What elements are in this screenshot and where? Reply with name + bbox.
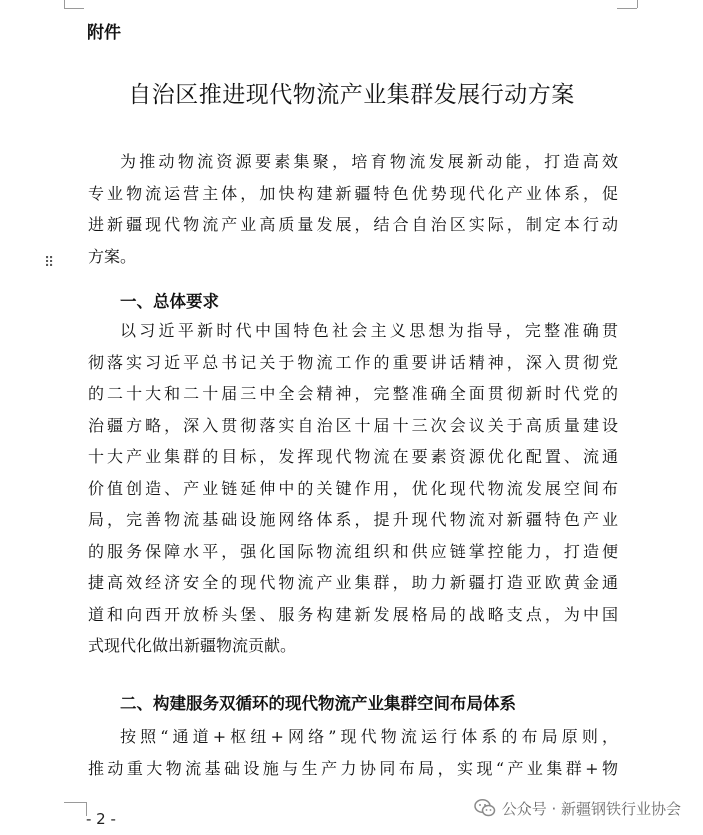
text-line: 推动重大物流基础设施与生产力协同布局，实现“产业集群+物 bbox=[88, 758, 618, 778]
drag-handle-icon[interactable]: ⠿ bbox=[44, 255, 53, 271]
section-heading-1: 一、总体要求 bbox=[120, 292, 219, 311]
text-line: 的二十大和二十届三中全会精神，完整准确全面贯彻新时代党的 bbox=[88, 384, 618, 403]
document-title: 自治区推进现代物流产业集群发展行动方案 bbox=[128, 82, 575, 108]
text-line: 进新疆现代物流产业高质量发展，结合自治区实际，制定本行动 bbox=[88, 215, 618, 234]
section2-paragraph bbox=[88, 721, 618, 784]
crop-mark-bottom-left-h bbox=[64, 802, 86, 803]
crop-mark-top-right-v bbox=[637, 0, 638, 8]
text-line: 的服务保障水平，强化国际物流组织和供应链掌控能力，打造便 bbox=[88, 541, 618, 561]
text-line: 治疆方略，深入贯彻落实自治区十届十三次会议关于高质量建设 bbox=[88, 415, 618, 435]
text-line: 价值创造、产业链延伸中的关键作用，优化现代物流发展空间布 bbox=[88, 478, 618, 498]
page-number: - 2 - bbox=[86, 810, 116, 828]
text-line: 方案。 bbox=[88, 246, 137, 266]
section-heading-2: 二、构建服务双循环的现代物流产业集群空间布局体系 bbox=[120, 694, 516, 713]
text-line: 彻落实习近平总书记关于物流工作的重要讲话精神，深入贯彻党 bbox=[88, 352, 618, 372]
watermark-text: 公众号 · 新疆钢铁行业协会 bbox=[501, 799, 681, 818]
text-line: 专业物流运营主体，加快构建新疆特色优势现代化产业体系，促 bbox=[88, 183, 618, 203]
text-line: 捷高效经济安全的现代物流产业集群，助力新疆打造亚欧黄金通 bbox=[88, 573, 618, 592]
text-line: 式现代化做出新疆物流贡献。 bbox=[88, 636, 297, 655]
text-line: 道和向西开放桥头堡、服务构建新发展格局的战略支点，为中国 bbox=[88, 604, 618, 624]
attachment-label: 附件 bbox=[87, 23, 121, 43]
text-line: 为推动物流资源要素集聚，培育物流发展新动能，打造高效 bbox=[120, 152, 618, 171]
text-line: 十大产业集群的目标，发挥现代物流在要素资源优化配置、流通 bbox=[88, 447, 618, 466]
text-line: 以习近平新时代中国特色社会主义思想为指导，完整准确贯 bbox=[120, 321, 618, 340]
crop-mark-top-left-v bbox=[64, 0, 65, 8]
watermark bbox=[474, 796, 681, 820]
section1-paragraph bbox=[88, 315, 618, 662]
crop-mark-top-left-h bbox=[64, 8, 84, 9]
text-line: 局，完善物流基础设施网络体系，提升现代物流对新疆特色产业 bbox=[88, 510, 618, 529]
text-line: 按照“通道+枢纽+网络”现代物流运行体系的布局原则， bbox=[120, 727, 618, 746]
wechat-icon bbox=[474, 798, 496, 818]
crop-mark-top-right-h bbox=[617, 8, 637, 9]
intro-paragraph bbox=[88, 146, 618, 272]
